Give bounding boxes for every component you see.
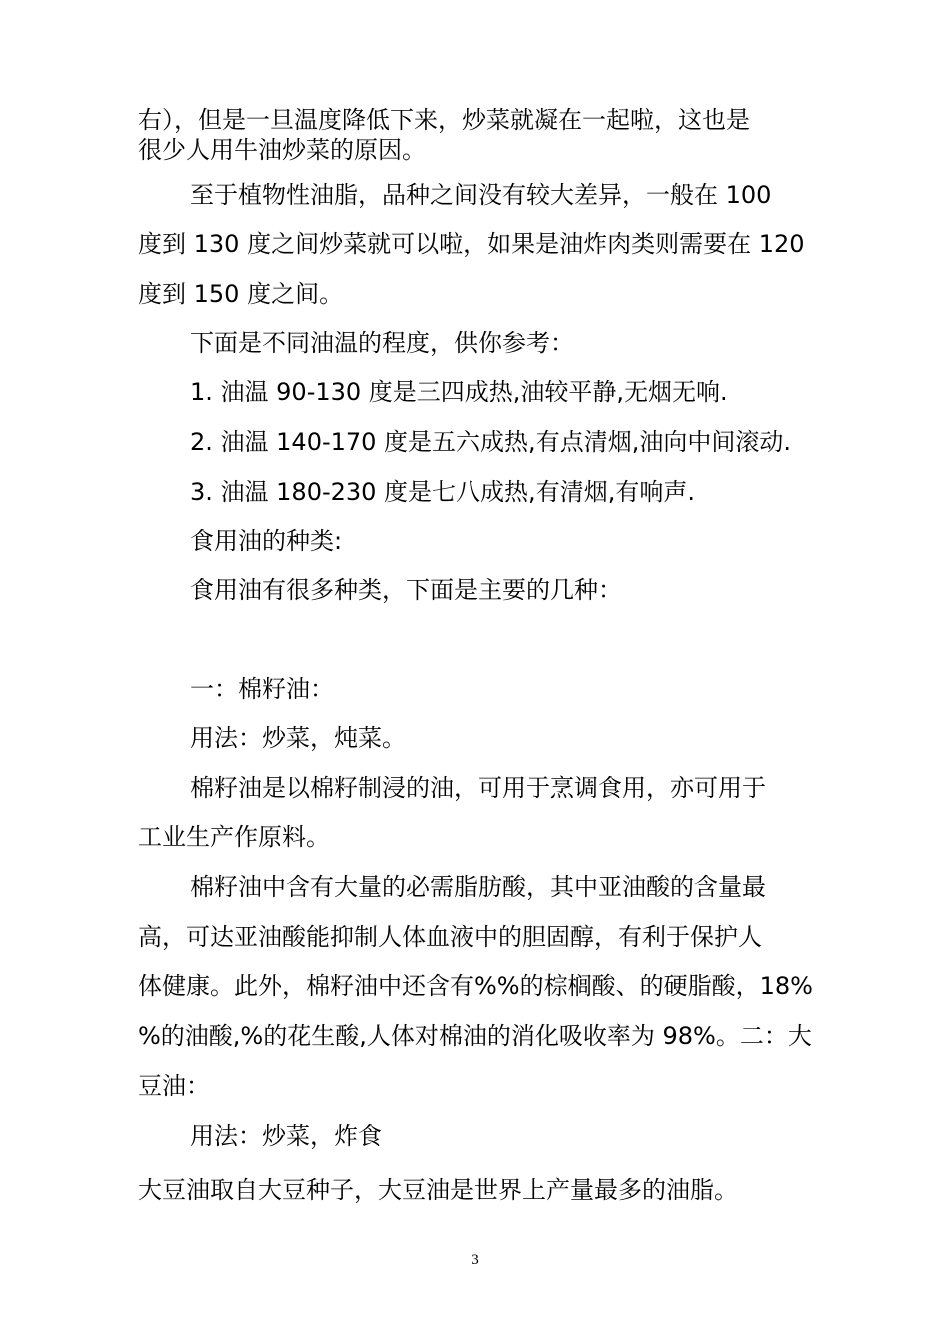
section-heading: 一：棉籽油： [190, 675, 334, 703]
text-line: 下面是不同油温的程度，供你参考： [190, 329, 574, 357]
text-line: 工业生产作原料。 [138, 823, 330, 851]
text-line: 豆油： [138, 1072, 210, 1100]
page-number: 3 [471, 1252, 479, 1268]
list-item: 2. 油温 140-170 度是五六成热,有点清烟,油向中间滚动. [190, 428, 791, 456]
text-line: 右），但是一旦温度降低下来，炒菜就凝在一起啦，这也是 [138, 106, 750, 134]
list-item: 3. 油温 180-230 度是七八成热,有清烟,有响声. [190, 478, 695, 506]
text-line: 棉籽油是以棉籽制浸的油，可用于烹调食用，亦可用于 [190, 774, 766, 802]
section-heading: 食用油的种类: [190, 527, 343, 555]
text-line: 度到 130 度之间炒菜就可以啦，如果是油炸肉类则需要在 120 [138, 230, 805, 258]
text-line: 体健康。此外，棉籽油中还含有%%的棕榈酸、的硬脂酸，18% [138, 972, 813, 1000]
text-line: 大豆油取自大豆种子，大豆油是世界上产量最多的油脂。 [138, 1176, 738, 1204]
text-line: 用法：炒菜，炖菜。 [190, 724, 406, 752]
text-line: 食用油有很多种类，下面是主要的几种： [190, 576, 622, 604]
text-line: 棉籽油中含有大量的必需脂肪酸，其中亚油酸的含量最 [190, 873, 766, 901]
text-line: 用法：炒菜，炸食 [190, 1122, 382, 1150]
text-line: 很少人用牛油炒菜的原因。 [138, 136, 426, 164]
text-line: 高，可达亚油酸能抑制人体血液中的胆固醇，有利于保护人 [138, 923, 762, 951]
list-item: 1. 油温 90-130 度是三四成热,油较平静,无烟无响. [190, 378, 728, 406]
text-line: %的油酸,%的花生酸,人体对棉油的消化吸收率为 98%。二：大 [138, 1022, 812, 1050]
text-line: 至于植物性油脂，品种之间没有较大差异，一般在 100 [190, 181, 772, 209]
text-line: 度到 150 度之间。 [138, 280, 344, 308]
